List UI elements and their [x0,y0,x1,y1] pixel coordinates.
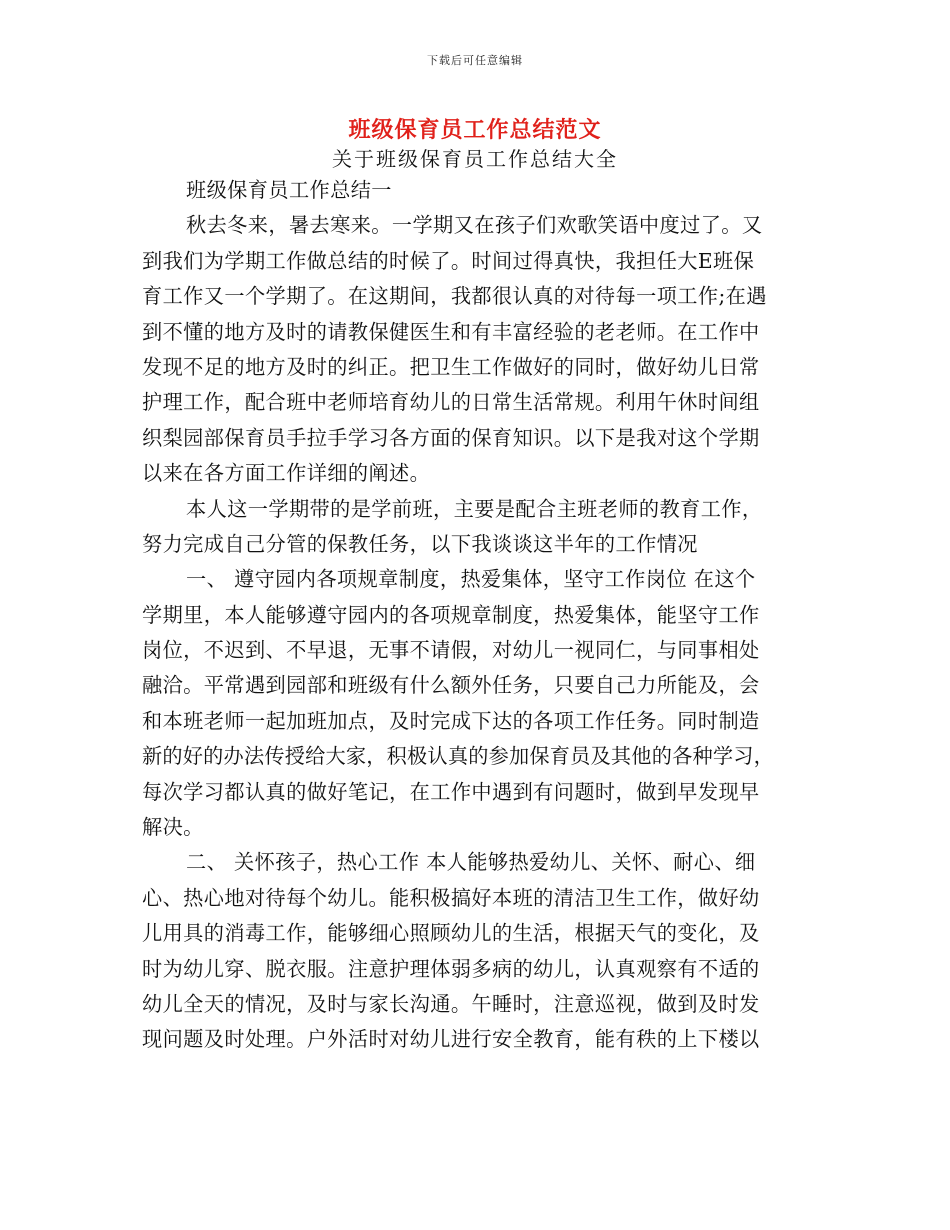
paragraph-line: 学期里，本人能够遵守园内的各项规章制度，热爱集体，能坚守工作 [142,602,760,627]
paragraph-line: 时为幼儿穿、脱衣服。注意护理体弱多病的幼儿，认真观察有不适的 [142,956,760,981]
document-subtitle: 关于班级保育员工作总结大全 [332,147,618,171]
paragraph-line: 以来在各方面工作详细的阐述。 [142,461,431,486]
paragraph-line: 岗位，不迟到、不早退，无事不请假，对幼儿一视同仁，与同事相处 [142,638,760,663]
paragraph-line: 织梨园部保育员手拉手学习各方面的保育知识。以下是我对这个学期 [142,425,760,450]
paragraph-line: 一、 遵守园内各项规章制度，热爱集体，坚守工作岗位 在这个 [186,567,756,592]
paragraph-line: 到不懂的地方及时的请教保健医生和有丰富经验的老老师。在工作中 [142,319,760,344]
paragraph-1 [142,208,798,491]
paragraph-line: 儿用具的消毒工作，能够细心照顾幼儿的生活，根据天气的变化，及 [142,921,760,946]
paragraph-line: 护理工作，配合班中老师培育幼儿的日常生活常规。利用午休时间组 [142,390,760,415]
paragraph-line: 和本班老师一起加班加点，及时完成下达的各项工作任务。同时制造 [142,708,760,733]
paragraph-4 [142,845,798,1057]
paragraph-line: 心、热心地对待每个幼儿。能积极搞好本班的清洁卫生工作，做好幼 [142,885,760,910]
paragraph-line: 育工作又一个学期了。在这期间，我都很认真的对待每一项工作;在遇 [142,284,767,309]
paragraph-line: 幼儿全天的情况，及时与家长沟通。午睡时，注意巡视，做到及时发 [142,991,760,1016]
document-title: 班级保育员工作总结范文 [348,118,602,143]
paragraph-3 [142,562,798,845]
paragraph-line: 融洽。平常遇到园部和班级有什么额外任务，只要自己力所能及，会 [142,673,760,698]
paragraph-line: 二、 关怀孩子，热心工作 本人能够热爱幼儿、关怀、耐心、细 [186,850,756,875]
paragraph-line: 新的好的办法传授给大家，积极认真的参加保育员及其他的各种学习， [142,744,775,769]
header-note: 下载后可任意编辑 [427,54,523,67]
paragraph-line: 本人这一学期带的是学前班，主要是配合主班老师的教育工作， [186,496,763,521]
paragraph-line: 解决。 [142,815,204,840]
paragraph-line: 现问题及时处理。户外活时对幼儿进行安全教育，能有秩的上下楼以 [142,1027,760,1052]
paragraph-line: 秋去冬来，暑去寒来。一学期又在孩子们欢歌笑语中度过了。又 [186,213,763,238]
paragraph-line: 努力完成自己分管的保教任务，以下我谈谈这半年的工作情况 [142,531,698,556]
paragraph-line: 到我们为学期工作做总结的时候了。时间过得真快，我担任大E班保 [142,248,755,273]
section-heading: 班级保育员工作总结一 [186,178,392,202]
paragraph-line: 每次学习都认真的做好笔记，在工作中遇到有问题时，做到早发现早 [142,779,760,804]
document-body [142,173,798,1058]
paragraph-line: 发现不足的地方及时的纠正。把卫生工作做好的同时，做好幼儿日常 [142,354,760,379]
paragraph-2 [142,492,798,563]
